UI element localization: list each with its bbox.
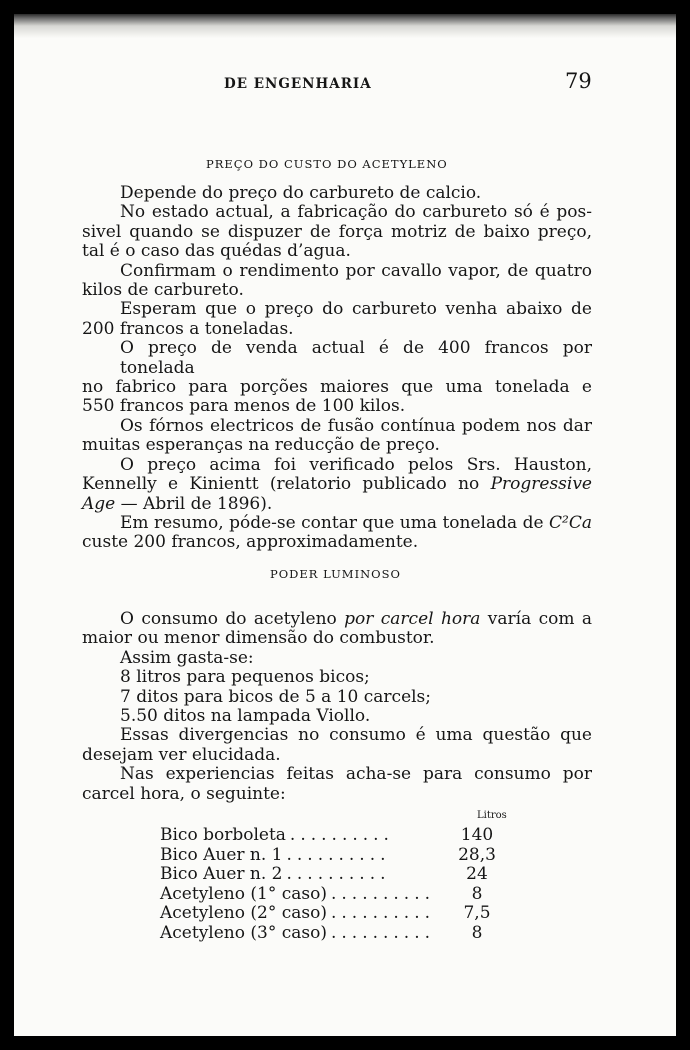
scan-edge (14, 14, 676, 40)
dot-leader: .......... (286, 865, 391, 885)
text-line: kilos de carbureto. (82, 280, 244, 301)
row-value: 28,3 (458, 844, 496, 865)
text-line (82, 495, 592, 514)
text-line: sivel quando se dispuzer de força motriz de baixo preço, (82, 221, 592, 242)
text-line: Nas experiencias feitas acha-se para consumo por (120, 764, 592, 785)
table-row (160, 865, 500, 885)
dot-leader: .......... (330, 904, 436, 924)
text-line: tal é o caso das quédas d’agua. (82, 241, 351, 262)
row-label: Bico Auer n. 1 (160, 844, 283, 865)
text-line: maior ou menor dimensão do combustor. (82, 628, 435, 649)
table-row (160, 826, 500, 846)
text-line: 5.50 ditos na lampada Viollo. (120, 706, 371, 727)
row-value: 7,5 (463, 903, 491, 924)
row-value: 8 (471, 883, 483, 904)
book-page (14, 14, 676, 1036)
running-header: DE ENGENHARIA (224, 76, 372, 92)
text-line: 7 ditos para bicos de 5 a 10 carcels; (120, 686, 432, 707)
text-run: varía com a (480, 609, 592, 629)
dot-leader: .......... (330, 884, 436, 904)
row-label: Acetyleno (1° caso) (160, 883, 327, 904)
text-run: — Abril de 1896). (115, 493, 273, 514)
consumption-table (160, 826, 500, 944)
row-value: 8 (471, 922, 483, 943)
row-label: Bico borboleta (160, 825, 286, 845)
section-title-poder: PODER LUMINOSO (270, 567, 401, 581)
text-run: O consumo do acetyleno (120, 609, 345, 629)
table-row (160, 885, 500, 905)
table-row (160, 904, 500, 924)
text-line: carcel hora, o seguinte: (82, 783, 286, 804)
text-line: muitas esperanças na reducção de preço. (82, 435, 440, 456)
section-body-poder (82, 610, 592, 804)
text-line: no fabrico para porções maiores que uma tonelada e (82, 377, 592, 398)
table-unit-label: Litros (477, 810, 507, 821)
row-value: 24 (466, 864, 488, 885)
text-line: Esperam que o preço do carbureto venha abaixo de (120, 299, 592, 320)
text-line: O preço de venda actual é de 400 francos por tonelada (120, 338, 592, 378)
text-run: Em resumo, póde-se contar que uma tonelada de (120, 512, 550, 533)
dot-leader: .......... (289, 826, 394, 845)
text-line: Os fórnos electricos de fusão contínua podem nos dar (120, 415, 592, 436)
text-line: Essas divergencias no consumo é uma questão que (120, 725, 592, 746)
text-line (82, 475, 592, 494)
text-line: desejam ver elucidada. (82, 744, 281, 765)
text-line: Depende do preço do carbureto de calcio. (120, 183, 482, 203)
italic-run: por carcel hora (344, 609, 481, 629)
section-title-custo: PREÇO DO CUSTO DO ACETYLENO (206, 157, 448, 171)
text-line: Assim gasta-se: (120, 647, 254, 668)
text-line: 200 francos a toneladas. (82, 318, 294, 339)
row-label: Acetyleno (3° caso) (160, 922, 327, 943)
text-line (82, 610, 592, 629)
page-number: 79 (565, 69, 592, 93)
dot-leader: .......... (286, 845, 391, 865)
row-label: Acetyleno (2° caso) (160, 903, 327, 924)
row-value: 140 (460, 825, 494, 845)
section-body-custo (82, 184, 592, 553)
text-line: 550 francos para menos de 100 kilos. (82, 396, 406, 417)
text-line: 8 litros para pequenos bicos; (120, 667, 370, 688)
text-run: Kennelly e Kinientt (relatorio publicado no (82, 474, 491, 495)
italic-run: Age (82, 493, 116, 514)
italic-run: C²Ca (549, 512, 592, 533)
text-line: O preço acima foi verificado pelos Srs. Hauston, (120, 454, 592, 475)
table-row (160, 846, 500, 866)
text-line: Confirmam o rendimento por cavallo vapor, de quatro (120, 260, 592, 281)
table-row (160, 924, 500, 944)
row-label: Bico Auer n. 2 (160, 864, 283, 885)
text-line (82, 514, 592, 533)
italic-run: Progressive (490, 474, 592, 495)
text-line: No estado actual, a fabricação do carbureto só é pos- (120, 202, 592, 223)
dot-leader: .......... (330, 923, 436, 943)
text-line: custe 200 francos, approximadamente. (82, 532, 419, 553)
